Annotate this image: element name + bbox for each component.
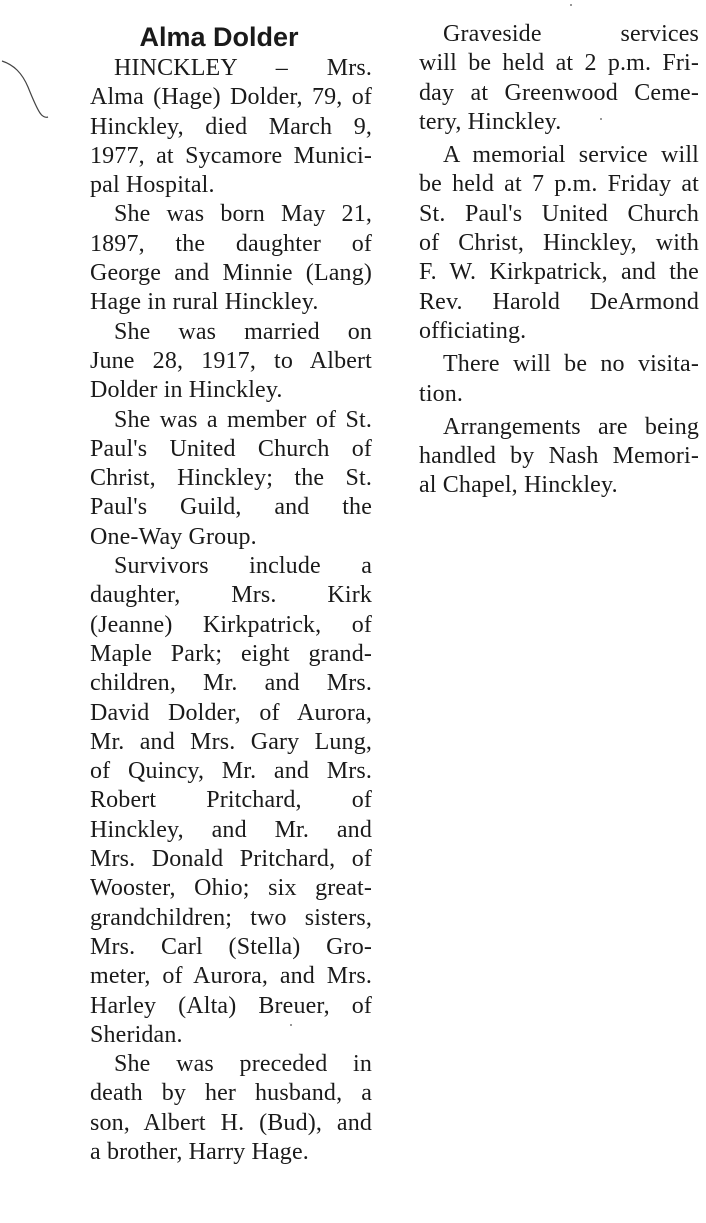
obituary-paragraph: [66, 200, 372, 317]
right-column: [395, 20, 699, 501]
left-column-body: [66, 54, 372, 1167]
text-line: HINCKLEY – Mrs.: [114, 55, 372, 81]
text-line: handled by Nash Memori-: [419, 443, 699, 470]
text-line: St. Paul's United Church: [419, 200, 699, 227]
text-line: She was married on: [114, 318, 372, 345]
text-line: officiating.: [419, 317, 527, 344]
text-line: Christ, Hinckley; the St.: [90, 465, 372, 492]
text-line: Rev. Harold DeArmond: [419, 288, 699, 315]
text-line: death by her husband, a: [90, 1080, 372, 1107]
text-line: 1977, at Sycamore Munici-: [90, 142, 372, 169]
text-line: Arrangements are being: [443, 413, 699, 440]
text-line: of Christ, Hinckley, with: [419, 230, 699, 257]
text-line: Mr. and Mrs. Gary Lung,: [90, 728, 372, 755]
clipping-edge-mark: [0, 55, 60, 125]
text-line: Dolder in Hinckley.: [90, 377, 283, 404]
obituary-paragraph: [66, 552, 372, 1050]
text-line: grandchildren; two sisters,: [90, 904, 372, 931]
obituary-paragraph: [66, 1050, 372, 1167]
text-line: 1897, the daughter of: [90, 230, 372, 257]
text-line: tion.: [419, 380, 464, 407]
text-line: (Jeanne) Kirkpatrick, of: [90, 611, 372, 638]
text-line: Hinckley, and Mr. and: [90, 816, 372, 843]
text-line: Robert Pritchard, of: [90, 787, 372, 814]
text-line: Maple Park; eight grand-: [90, 640, 372, 667]
obituary-paragraph: [66, 54, 372, 200]
text-line: a brother, Harry Hage.: [90, 1138, 309, 1165]
text-line: Harley (Alta) Breuer, of: [90, 992, 372, 1019]
text-line: Mrs. Carl (Stella) Gro-: [90, 933, 372, 960]
left-column: [66, 20, 372, 1167]
text-line: be held at 7 p.m. Friday at: [419, 171, 699, 198]
text-line: Paul's United Church of: [90, 435, 372, 462]
text-line: Hinckley, died March 9,: [90, 113, 372, 140]
text-line: pal Hospital.: [90, 172, 215, 199]
text-line: Wooster, Ohio; six great-: [90, 875, 372, 902]
obituary-paragraph: [66, 406, 372, 552]
text-line: Survivors include a: [114, 553, 372, 580]
text-line: There will be no visita-: [443, 351, 699, 378]
right-column-body: [395, 20, 699, 501]
obituary-headline: Alma Dolder: [139, 22, 299, 52]
obituary-paragraph: [66, 318, 372, 406]
text-line: al Chapel, Hinckley.: [419, 472, 618, 499]
text-line: meter, of Aurora, and Mrs.: [90, 963, 372, 990]
text-line: tery, Hinckley.: [419, 108, 562, 135]
text-line: Mrs. Donald Pritchard, of: [90, 846, 372, 873]
text-line: Paul's Guild, and the: [90, 494, 372, 521]
text-line: She was born May 21,: [114, 201, 372, 228]
text-line: children, Mr. and Mrs.: [90, 670, 372, 697]
text-line: Sheridan.: [90, 1021, 183, 1048]
text-line: daughter, Mrs. Kirk: [90, 582, 372, 609]
print-speck: [600, 118, 602, 120]
text-line: She was a member of St.: [114, 406, 372, 433]
text-line: David Dolder, of Aurora,: [90, 699, 372, 726]
obituary-paragraph: [395, 350, 699, 409]
text-line: A memorial service will: [443, 142, 699, 169]
text-line: son, Albert H. (Bud), and: [90, 1109, 372, 1136]
print-speck: [570, 4, 572, 6]
text-line: day at Greenwood Ceme-: [419, 79, 699, 106]
obituary-paragraph: [395, 20, 699, 137]
obituary-paragraph: [395, 413, 699, 501]
text-line: Alma (Hage) Dolder, 79, of: [90, 84, 372, 111]
text-line: Graveside services: [443, 21, 699, 47]
text-line: June 28, 1917, to Albert: [90, 347, 372, 374]
text-line: Hage in rural Hinckley.: [90, 289, 319, 316]
text-line: She was preceded in: [114, 1051, 372, 1078]
obituary-paragraph: [395, 141, 699, 346]
text-line: will be held at 2 p.m. Fri-: [419, 50, 699, 77]
text-line: One-Way Group.: [90, 523, 257, 550]
text-line: of Quincy, Mr. and Mrs.: [90, 758, 372, 785]
print-speck: [290, 1024, 292, 1026]
text-line: George and Minnie (Lang): [90, 260, 372, 287]
text-line: F. W. Kirkpatrick, and the: [419, 259, 699, 286]
